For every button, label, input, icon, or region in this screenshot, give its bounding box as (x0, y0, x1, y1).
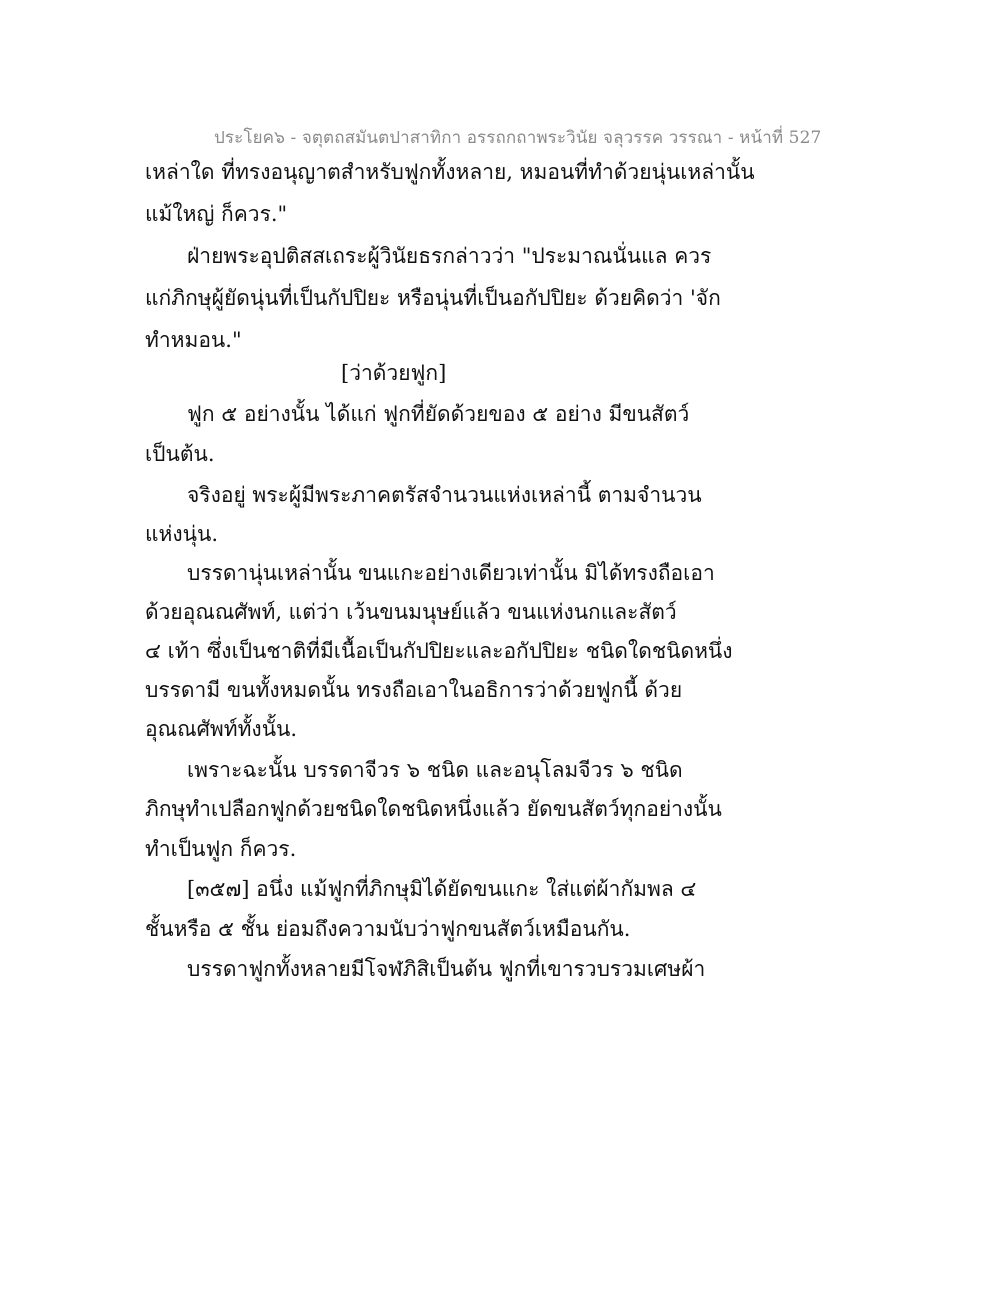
paragraph-start-line: จริงอยู่ พระผู้มีพระภาคตรัสจำนวนแห่งเหล่านี้ ตามจำนวน (187, 483, 702, 507)
paragraph-start-line: เพราะฉะนั้น บรรดาจีวร ๖ ชนิด และอนุโลมจีวร ๖ ชนิด (187, 758, 683, 782)
text-line: บรรดามี ขนทั้งหมดนั้น ทรงถือเอาในอธิการว่าด้วยฟูกนี้ ด้วย (145, 678, 683, 702)
paragraph-start-line: [๓๕๗] อนึ่ง แม้ฟูกที่ภิกษุมิได้ยัดขนแกะ ใส่แต่ผ้ากัมพล ๔ (187, 877, 697, 901)
running-header: ประโยค๖ - จตุตถสมันตปาสาทิกา อรรถกถาพระวินัย จลุวรรค วรรณา - หน้าที่ 527 (214, 128, 822, 148)
text-line: ๔ เท้า ซึ่งเป็นชาติที่มีเนื้อเป็นกัปปิยะและอกัปปิยะ ชนิดใดชนิดหนึ่ง (145, 639, 733, 663)
paragraph-start-line: บรรดาฟูกทั้งหลายมีโจฬภิสิเป็นต้น ฟูกที่เขารวบรวมเศษผ้า (187, 957, 706, 981)
text-line: เหล่าใด ที่ทรงอนุญาตสำหรับฟูกทั้งหลาย, หมอนที่ทำด้วยนุ่นเหล่านั้น (145, 160, 755, 184)
text-line: ทำหมอน." (145, 328, 242, 352)
text-line: ชั้นหรือ ๕ ชั้น ย่อมถึงความนับว่าฟูกขนสัตว์เหมือนกัน. (145, 917, 631, 941)
paragraph-start-line: ฝ่ายพระอุปติสสเถระผู้วินัยธรกล่าวว่า "ประมาณนั่นแล ควร (187, 244, 712, 268)
text-line: ด้วยอุณณศัพท์, แต่ว่า เว้นขนมนุษย์แล้ว ขนแห่งนกและสัตว์ (145, 600, 677, 624)
paragraph-start-line: บรรดานุ่นเหล่านั้น ขนแกะอย่างเดียวเท่านั้น มิได้ทรงถือเอา (187, 561, 715, 585)
text-line: แก่ภิกษุผู้ยัดนุ่นที่เป็นกัปปิยะ หรือนุ่นที่เป็นอกัปปิยะ ด้วยคิดว่า 'จัก (145, 286, 721, 310)
text-line: ภิกษุทำเปลือกฟูกด้วยชนิดใดชนิดหนึ่งแล้ว ยัดขนสัตว์ทุกอย่างนั้น (145, 797, 722, 821)
text-line: อุณณศัพท์ทั้งนั้น. (145, 717, 298, 741)
text-line: เป็นต้น. (145, 442, 215, 466)
text-line: แห่งนุ่น. (145, 522, 219, 546)
paragraph-start-line: ฟูก ๕ อย่างนั้น ได้แก่ ฟูกที่ยัดด้วยของ ๕ อย่าง มีขนสัตว์ (187, 402, 690, 426)
section-heading: [ว่าด้วยฟูก] (341, 361, 447, 385)
text-line: ทำเป็นฟูก ก็ควร. (145, 837, 297, 861)
text-line: แม้ใหญ่ ก็ควร." (145, 202, 288, 226)
